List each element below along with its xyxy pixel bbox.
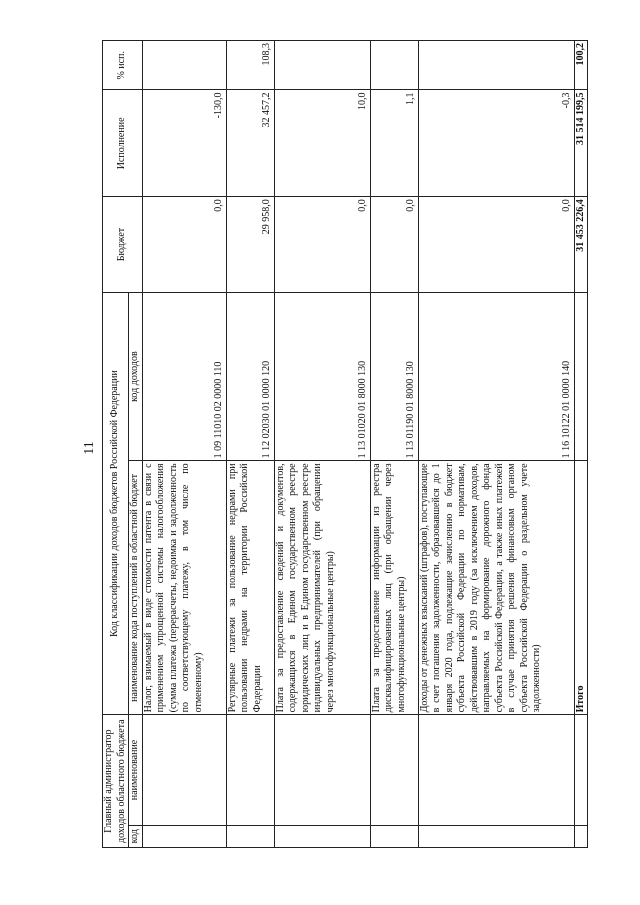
execution-header: Исполнение [103, 90, 143, 197]
total-execution: 31 514 199,5 [574, 90, 588, 197]
row-execution: 1,1 [370, 90, 418, 197]
row-budget: 0,0 [370, 197, 418, 293]
row-code: 1 13 01190 01 8000 130 [370, 292, 418, 461]
table-row [418, 41, 574, 848]
admin-code-cell [142, 825, 226, 847]
rotated-page [102, 40, 586, 848]
admin-name-cell [274, 715, 370, 825]
income-table [102, 40, 588, 848]
table-row [142, 41, 226, 848]
total-budget: 31 453 226,4 [574, 197, 588, 293]
name-subheader: наименование [129, 715, 143, 825]
row-percent [418, 41, 574, 91]
admin-name-cell [226, 715, 274, 825]
row-code: 1 16 10122 01 0000 140 [418, 292, 574, 461]
row-name: Плата за предоставление информации из реестра дисквалифицированных лиц (при обращении через многофункциональные центры) [370, 461, 418, 715]
budget-header: Бюджет [103, 197, 143, 293]
row-execution: -130,0 [142, 90, 226, 197]
row-percent [274, 41, 370, 91]
admin-name-cell [418, 715, 574, 825]
row-budget: 0,0 [418, 197, 574, 293]
admin-name-cell [142, 715, 226, 825]
total-code-cell [574, 292, 588, 461]
income-code-subheader: код доходов [129, 292, 143, 461]
row-code: 1 09 11010 02 0000 110 [142, 292, 226, 461]
row-percent [370, 41, 418, 91]
row-name: Плата за предоставление сведений и документов, содержащихся в Едином государственном реестре юридических лиц и в Едином государственном реестре индивидуальных предпринимателей (при обращении через многофункциональные центры) [274, 461, 370, 715]
row-code: 1 13 01020 01 8000 130 [274, 292, 370, 461]
row-name: Регулярные платежи за пользование недрами при пользовании недрами на территории Российской Федерации [226, 461, 274, 715]
page-number: 11 [82, 441, 97, 455]
admin-code-cell [370, 825, 418, 847]
row-execution: -0,3 [418, 90, 574, 197]
total-percent: 100,2 [574, 41, 588, 91]
admin-code-cell [418, 825, 574, 847]
admin-code-cell [274, 825, 370, 847]
header-row-1 [103, 41, 129, 848]
admin-name-cell [370, 715, 418, 825]
admin-name-cell [574, 715, 588, 825]
code-subheader: код [129, 825, 143, 847]
row-budget: 0,0 [274, 197, 370, 293]
admin-code-cell [574, 825, 588, 847]
row-percent [142, 41, 226, 91]
row-execution: 32 457,2 [226, 90, 274, 197]
row-name: Налог, взимаемый в виде стоимости патента в связи с применением упрощенной системы налогообложения (сумма платежа (перерасчеты, недоимка и задолженность по соответствующему платежу, в том числе по отмененному) [142, 461, 226, 715]
percent-header: % исп. [103, 41, 143, 91]
row-budget: 0,0 [142, 197, 226, 293]
row-budget: 29 958,0 [226, 197, 274, 293]
row-code: 1 12 02030 01 0000 120 [226, 292, 274, 461]
total-row [574, 41, 588, 848]
admin-code-cell [226, 825, 274, 847]
classification-header: Код классификации доходов бюджетов Российской Федерации [103, 292, 129, 715]
row-name: Доходы от денежных взысканий (штрафов), поступающие в счет погашения задолженности, образовавшейся до 1 января 2020 года, подлежащие зачислению в бюджет субъекта Российской Федерации по нормативам, действовавшим в 2019 году (за исключением доходов, направляемых на формирование дорожного фонда субъекта Российской Федерации, а также иных платежей в случае принятия решения финансовым органом субъекта Российской Федерации о раздельном учете задолженности) [418, 461, 574, 715]
row-percent: 108,3 [226, 41, 274, 91]
table-row [370, 41, 418, 848]
table-row [274, 41, 370, 848]
name-long-subheader: наименование кода поступлений в областной бюджет [129, 461, 143, 715]
table-row [226, 41, 274, 848]
admin-header: Главный администратор доходов областного бюджета [103, 715, 129, 848]
row-execution: 10,0 [274, 90, 370, 197]
total-label: Итого [574, 461, 588, 715]
